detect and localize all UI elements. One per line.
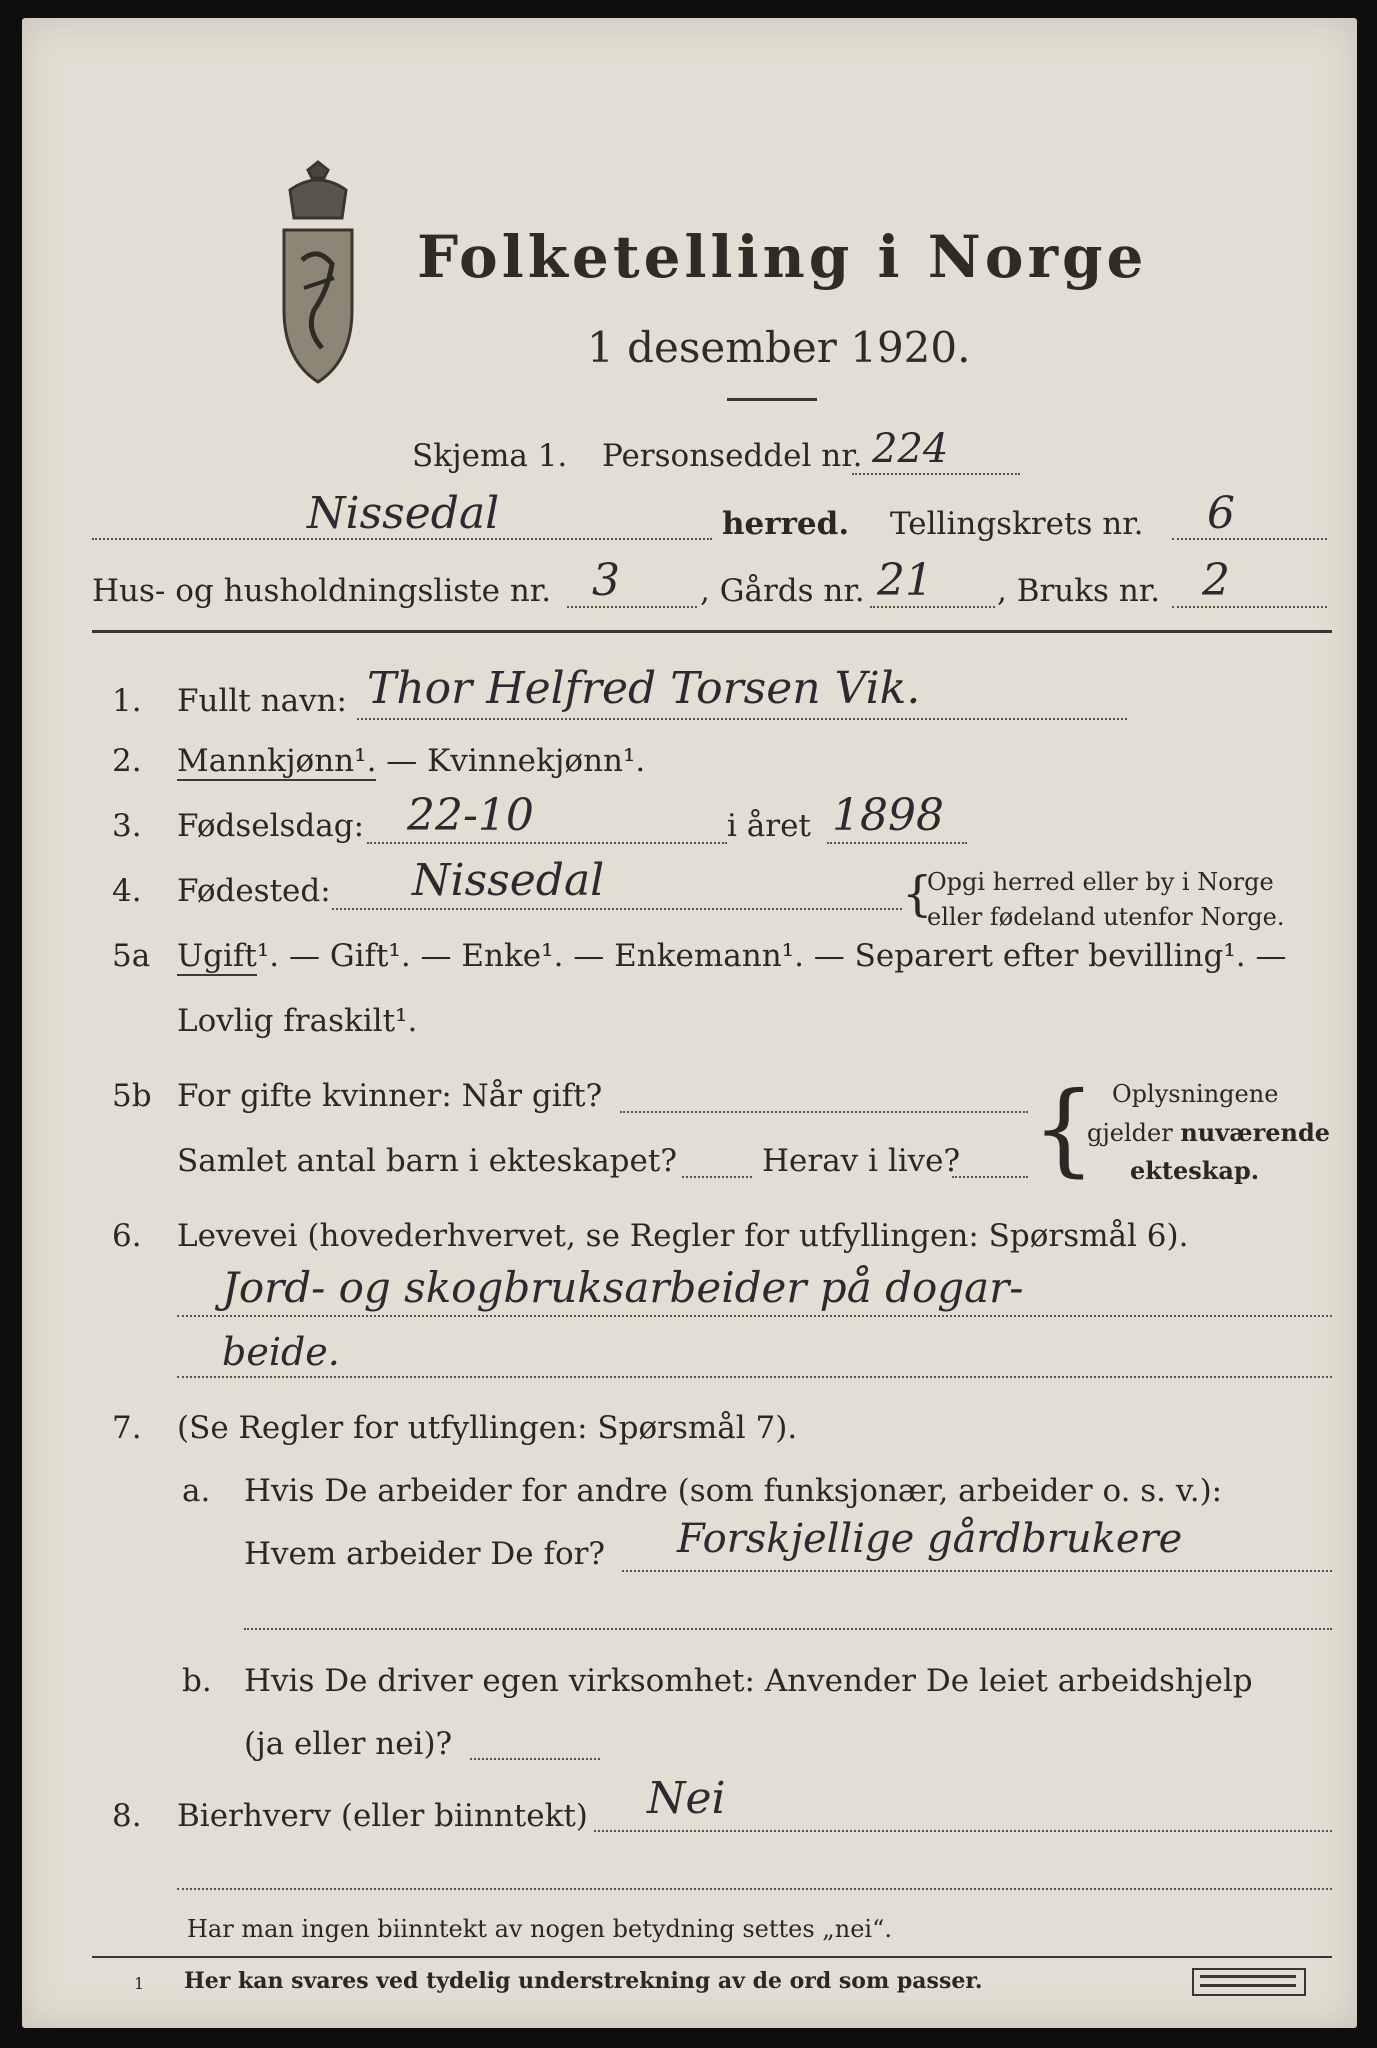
q8-number: 8.	[112, 1798, 142, 1834]
female-option[interactable]: — Kvinnekjønn¹.	[376, 743, 646, 779]
q4-note-line2: eller fødeland utenfor Norge.	[927, 903, 1285, 931]
form-title: Folketelling i Norge	[417, 223, 1148, 291]
birthday-value[interactable]: 22-10	[407, 790, 534, 841]
personseddel-field-line	[852, 473, 1020, 475]
tellingskrets-value[interactable]: 6	[1207, 488, 1235, 539]
q7b-text: Hvis De driver egen virksomhet: Anvender De leiet arbeidshjelp	[244, 1663, 1253, 1699]
occupation-value-line1[interactable]: Jord- og skogbruksarbeider på dogar-	[222, 1263, 1024, 1312]
hus-label: Hus- og husholdningsliste nr.	[92, 573, 552, 609]
q4-brace: {	[902, 866, 933, 922]
year-field-line	[827, 842, 967, 844]
q4-number: 4.	[112, 873, 142, 909]
q5b-brace: {	[1032, 1070, 1096, 1187]
q7a-letter: a.	[182, 1473, 211, 1509]
title-divider	[727, 398, 817, 401]
bruks-field-line	[1172, 606, 1327, 608]
q7-label: (Se Regler for utfyllingen: Spørsmål 7).	[177, 1410, 798, 1446]
footnote-number: 1	[134, 1974, 145, 1993]
header-rule	[92, 630, 1332, 633]
gards-label: , Gårds nr.	[700, 573, 865, 609]
birthplace-value[interactable]: Nissedal	[412, 855, 605, 906]
q5b-alive-field-line	[952, 1176, 1028, 1178]
q5b-number: 5b	[112, 1078, 152, 1114]
q8-label: Bierhverv (eller biinntekt)	[177, 1798, 588, 1834]
census-date: 1 desember 1920.	[587, 323, 971, 372]
occupation-value-line2[interactable]: beide.	[222, 1330, 340, 1374]
q7b-field-line	[470, 1758, 600, 1760]
q7a-question: Hvem arbeider De for?	[244, 1536, 606, 1572]
q6-field-line2	[177, 1376, 1332, 1378]
q1-label: Fullt navn:	[177, 683, 347, 719]
nei-note: Har man ingen biinntekt av nogen betydning settes „nei“.	[187, 1915, 892, 1943]
q2-number: 2.	[112, 743, 142, 779]
herred-label: herred.	[722, 506, 850, 542]
herred-value[interactable]: Nissedal	[307, 488, 500, 539]
q6-number: 6.	[112, 1218, 142, 1254]
census-form	[22, 18, 1357, 2028]
q7a-field-line2	[244, 1628, 1332, 1630]
coat-of-arms-icon	[270, 160, 366, 390]
footnote-rule	[92, 1956, 1332, 1958]
hus-value[interactable]: 3	[592, 555, 620, 606]
q3-field-line	[367, 842, 727, 844]
side-income-value[interactable]: Nei	[647, 1773, 726, 1824]
q1-number: 1.	[112, 683, 142, 719]
tellingskrets-field-line	[1172, 538, 1327, 540]
employer-value[interactable]: Forskjellige gårdbrukere	[677, 1516, 1183, 1562]
gards-field-line	[870, 606, 995, 608]
q5b-married-label: For gifte kvinner: Når gift?	[177, 1078, 603, 1114]
q5a-marital-options	[177, 938, 1286, 974]
q6-field-line1	[177, 1315, 1332, 1317]
q3-label: Fødselsdag:	[177, 808, 365, 844]
q7-number: 7.	[112, 1410, 142, 1446]
q7b-question: (ja eller nei)?	[244, 1726, 453, 1762]
hus-field-line	[567, 606, 697, 608]
q5b-children-label: Samlet antal barn i ekteskapet?	[177, 1143, 677, 1179]
tellingskrets-label: Tellingskrets nr.	[890, 506, 1144, 542]
q8-field-line2	[177, 1888, 1332, 1890]
full-name-value[interactable]: Thor Helfred Torsen Vik.	[367, 663, 921, 714]
marital-other-options[interactable]: ¹. — Gift¹. — Enke¹. — Enkemann¹. — Separert efter bevilling¹. —	[256, 938, 1287, 974]
ugift-option-underlined[interactable]: Ugift	[177, 938, 257, 974]
q5b-note-line3: ekteskap.	[1130, 1156, 1260, 1185]
q5a-line2[interactable]: Lovlig fraskilt¹.	[177, 1003, 418, 1039]
q4-field-line	[332, 908, 902, 910]
birth-year-value[interactable]: 1898	[832, 790, 944, 841]
q5a-number: 5a	[112, 938, 151, 974]
q5b-note-line2: gjelder nuværende	[1087, 1118, 1331, 1147]
q3-number: 3.	[112, 808, 142, 844]
q4-note-line1: Opgi herred eller by i Norge	[927, 868, 1274, 896]
q5b-alive-label: Herav i live?	[762, 1143, 961, 1179]
gards-value[interactable]: 21	[877, 555, 933, 606]
q8-field-line	[594, 1830, 1332, 1832]
q2-gender-options	[177, 743, 645, 779]
q7b-letter: b.	[182, 1663, 212, 1699]
personseddel-label: Personseddel nr.	[602, 438, 863, 474]
year-label: i året	[727, 808, 811, 844]
q7a-field-line	[622, 1570, 1332, 1572]
male-option-underlined[interactable]: Mannkjønn¹.	[177, 743, 377, 779]
q7a-text: Hvis De arbeider for andre (som funksjonær, arbeider o. s. v.):	[244, 1473, 1223, 1509]
q5b-married-field-line	[620, 1111, 1028, 1113]
printer-stamp	[1192, 1968, 1306, 1996]
personseddel-value[interactable]: 224	[872, 426, 949, 472]
bruks-value[interactable]: 2	[1202, 555, 1230, 606]
bruks-label: , Bruks nr.	[997, 573, 1161, 609]
skjema-label: Skjema 1.	[412, 438, 568, 474]
q5b-children-field-line	[682, 1176, 752, 1178]
q6-label: Levevei (hovederhvervet, se Regler for utfyllingen: Spørsmål 6).	[177, 1218, 1189, 1254]
q4-label: Fødested:	[177, 873, 331, 909]
q1-field-line	[357, 718, 1127, 720]
q5b-note-line1: Oplysningene	[1112, 1080, 1279, 1108]
footnote-text: Her kan svares ved tydelig understrekning av de ord som passer.	[184, 1968, 983, 1994]
